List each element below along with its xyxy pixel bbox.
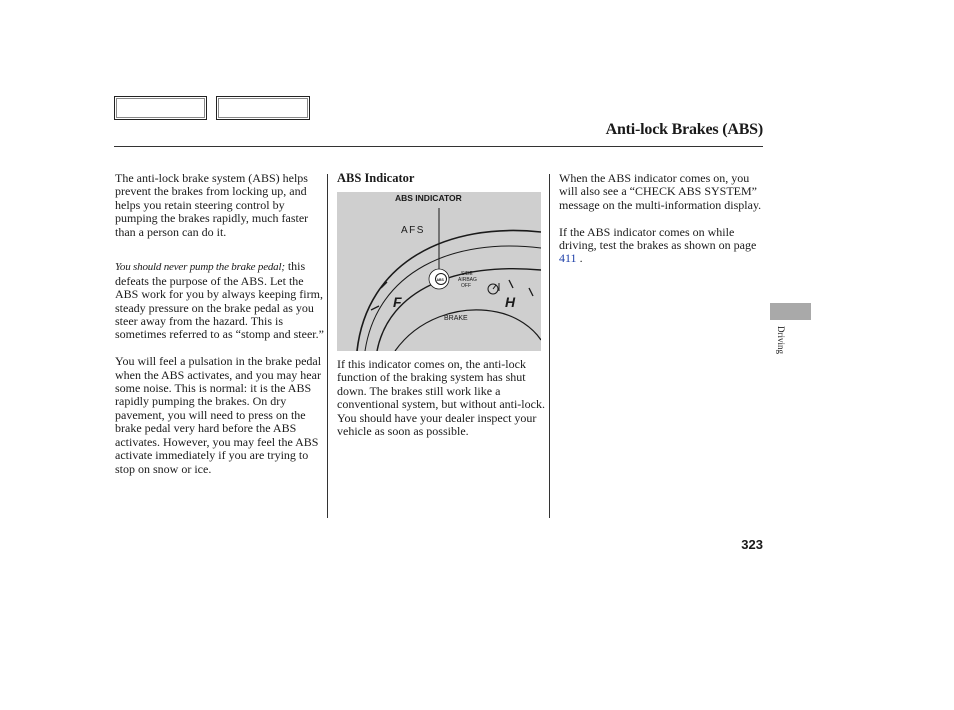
paragraph-text: . [579, 251, 583, 266]
temp-hot-mark: H [505, 294, 516, 310]
column-divider [549, 174, 550, 518]
gauge-arc [395, 310, 541, 351]
figure-callout-label: ABS INDICATOR [395, 193, 462, 203]
column-1 [115, 172, 325, 476]
paragraph: If this indicator comes on, the anti-lock function of the braking system has shut down. The brakes still work like a conventional system, but without anti-lock. You should have your dealer inspect your vehicle as soon as possible. [337, 357, 545, 439]
side-airbag-label: SIDE [461, 271, 473, 277]
warning-italic-text: You should never pump the brake pedal; [115, 261, 285, 274]
title-rule [114, 146, 763, 147]
afs-label: AFS [401, 225, 425, 236]
paragraph [559, 226, 763, 266]
abs-lamp-text: ABS [436, 278, 444, 282]
side-airbag-label: OFF [461, 283, 471, 289]
section-heading: ABS Indicator [337, 171, 415, 185]
side-airbag-label: AIRBAG [458, 277, 477, 283]
gauge-tick [509, 280, 513, 288]
section-tab-label: Driving [776, 326, 786, 354]
next-page-button[interactable] [216, 96, 310, 120]
paragraph: You will feel a pulsation in the brake pedal when the ABS activates, and you may hear some noise. This is normal: it is the ABS rapidly pumping the brakes. On dry pavement, you will need to press on the brake pedal very hard before the ABS activates. However, you may feel the ABS activate immediately if you are trying to stop on snow or ice. [115, 354, 322, 476]
column-divider [327, 174, 328, 518]
paragraph-text: this defeats the purpose of the ABS. Let the ABS work for you by always keeping firm, steady pressure on the brake pedal as you steer away from the hazard. This is sometimes referred to as “stomp and steer.” [115, 259, 324, 342]
page-link-411[interactable]: 411 [559, 251, 577, 266]
instrument-panel-figure [337, 192, 541, 351]
section-tab-marker [770, 303, 811, 320]
paragraph: When the ABS indicator comes on, you will also see a “CHECK ABS SYSTEM” message on the multi-information display. [559, 171, 762, 212]
column-3 [559, 172, 763, 266]
fuel-full-mark: F [393, 294, 402, 310]
page-title: Anti-lock Brakes (ABS) [605, 121, 763, 138]
gauge-tick [371, 306, 379, 310]
column-2-body [337, 358, 547, 438]
page-number: 323 [741, 537, 763, 552]
gauge-tick [529, 288, 533, 296]
paragraph [115, 260, 325, 341]
previous-page-button[interactable] [114, 96, 207, 120]
paragraph: The anti-lock brake system (ABS) helps prevent the brakes from locking up, and helps you retain steering control by pumping the brakes rapidly, much faster than a person can do it. [115, 171, 309, 239]
brake-warning-label: BRAKE [444, 315, 468, 322]
column-2 [337, 172, 547, 185]
gauge-arc [357, 230, 541, 351]
paragraph-text: If the ABS indicator comes on while driving, test the brakes as shown on page [559, 224, 757, 253]
